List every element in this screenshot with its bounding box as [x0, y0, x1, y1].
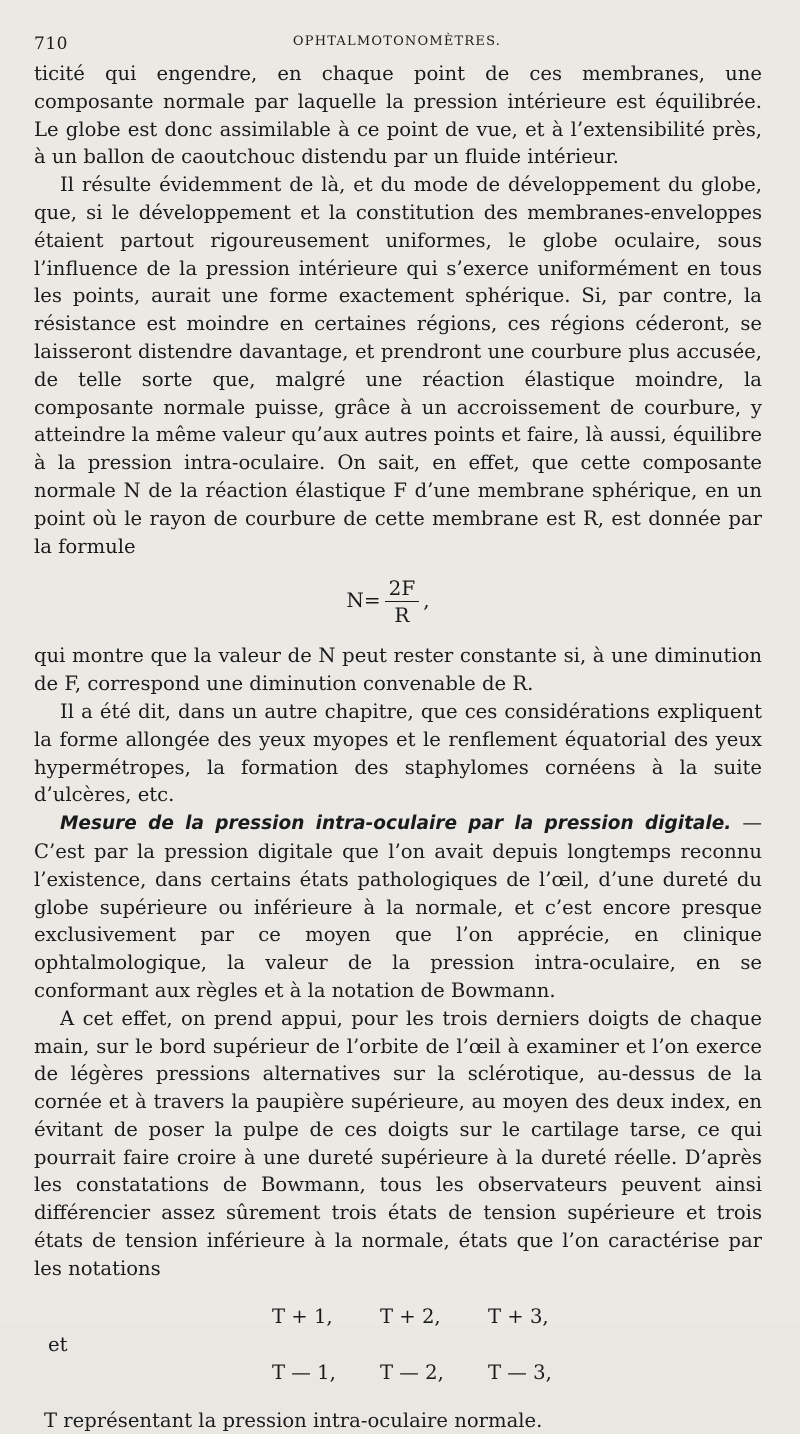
formula-fraction	[385, 575, 420, 628]
notation-lower-2: T — 2,	[380, 1360, 444, 1384]
formula-trailing: ,	[423, 588, 430, 613]
page-header	[34, 30, 760, 54]
formula	[14, 560, 762, 642]
notation-connector: et	[48, 1332, 68, 1356]
paragraph-myopes: Il a été dit, dans un autre chapitre, que ces considérations expliquent la forme allongée des yeux myopes et le renflement équatorial des yeux hypermétropes, la formation des staphylomes cornéens à la suite d’ulcères, etc.	[34, 699, 762, 807]
paragraph-continuation: ticité qui engendre, en chaque point de ces membranes, une composante normale par laquelle la pression intérieure est équilibrée. Le globe est donc assimilable à ce point de vue, et à l’extensibilité près, à un ballon de caoutchouc distendu par un fluide intérieur.	[34, 62, 762, 169]
section-text: C’est par la pression digitale que l’on avait depuis longtemps reconnu l’existence, dans certains états pathologiques de l’œil, d’une dureté du globe supérieure ou inférieure à la normale, et c’est encore presque exclusivement par ce moyen que l’on apprécie, en clinique ophtalmologique, la valeur de la pression intra-oculaire, en se conformant aux règles et à la notation de Bowmann.	[34, 839, 762, 1002]
section-heading: Mesure de la pression intra-oculaire par la pression digitale.	[60, 813, 732, 835]
notation-upper-3: T + 3,	[488, 1304, 549, 1328]
formula-numerator: 2F	[385, 575, 420, 602]
paragraph-method: A cet effet, on prend appui, pour les trois derniers doigts de chaque main, sur le bord supérieur de l’orbite de l’œil à examiner et l’on exerce de légères pressions alternatives sur la sclérotique, au-dessus de la cornée et à travers la paupière supérieure, au moyen des deux index, en évitant de poser la pulpe de ces doigts sur le cartilage tarse, ce qui pourrait faire croire à une dureté supérieure à la dureté réelle. D’après les constatations de Bowmann, tous les observateurs peuvent ainsi différencier assez sûrement trois états de tension supérieure et trois états de tension inférieure à la normale, états que l’on caractérise par les notations	[34, 1006, 762, 1280]
notation-upper-1: T + 1,	[272, 1304, 333, 1328]
formula-denominator: R	[394, 602, 410, 627]
page-number: 710	[34, 34, 68, 54]
formula-lhs: N=	[346, 588, 381, 613]
running-head: OPHTALMOTONOMÈTRES.	[292, 34, 502, 49]
notation-lower-3: T — 3,	[488, 1360, 552, 1384]
notation-lower-1: T — 1,	[272, 1360, 336, 1384]
body-text	[34, 60, 762, 1434]
paragraph-after-formula: qui montre que la valeur de N peut rester constante si, à une diminution de F, correspond une diminution convenable de R.	[34, 644, 762, 696]
section-paragraph	[34, 809, 762, 1005]
notation-block	[34, 1289, 762, 1407]
closing-line: T représentant la pression intra-oculaire normale.	[44, 1408, 543, 1432]
paragraph-spherical-form: Il résulte évidemment de là, et du mode de développement du globe, que, si le développement et la constitution des membranes-enveloppes étaient partout rigoureusement uniformes, le globe oculaire, sous l’influence de la pression intérieure qui s’exerce uniformément en tous les points, aurait une forme exactement sphérique. Si, par contre, la résistance est moindre en certaines régions, ces régions céderont, se laisseront distendre davantage, et prendront une courbure plus accusée, de telle sorte que, malgré une réaction élastique moindre, la composante normale puisse, grâce à un accroissement de courbure, y atteindre la même valeur qu’aux autres points et faire, là aussi, équilibre à la pression intra-oculaire. On sait, en effet, que cette composante normale N de la réaction élastique F d’une membrane sphérique, en un point où le rayon de courbure de cette membrane est R, est donnée par la formule	[34, 173, 762, 558]
notation-upper-2: T + 2,	[380, 1304, 441, 1328]
section-dash: —	[731, 811, 762, 835]
